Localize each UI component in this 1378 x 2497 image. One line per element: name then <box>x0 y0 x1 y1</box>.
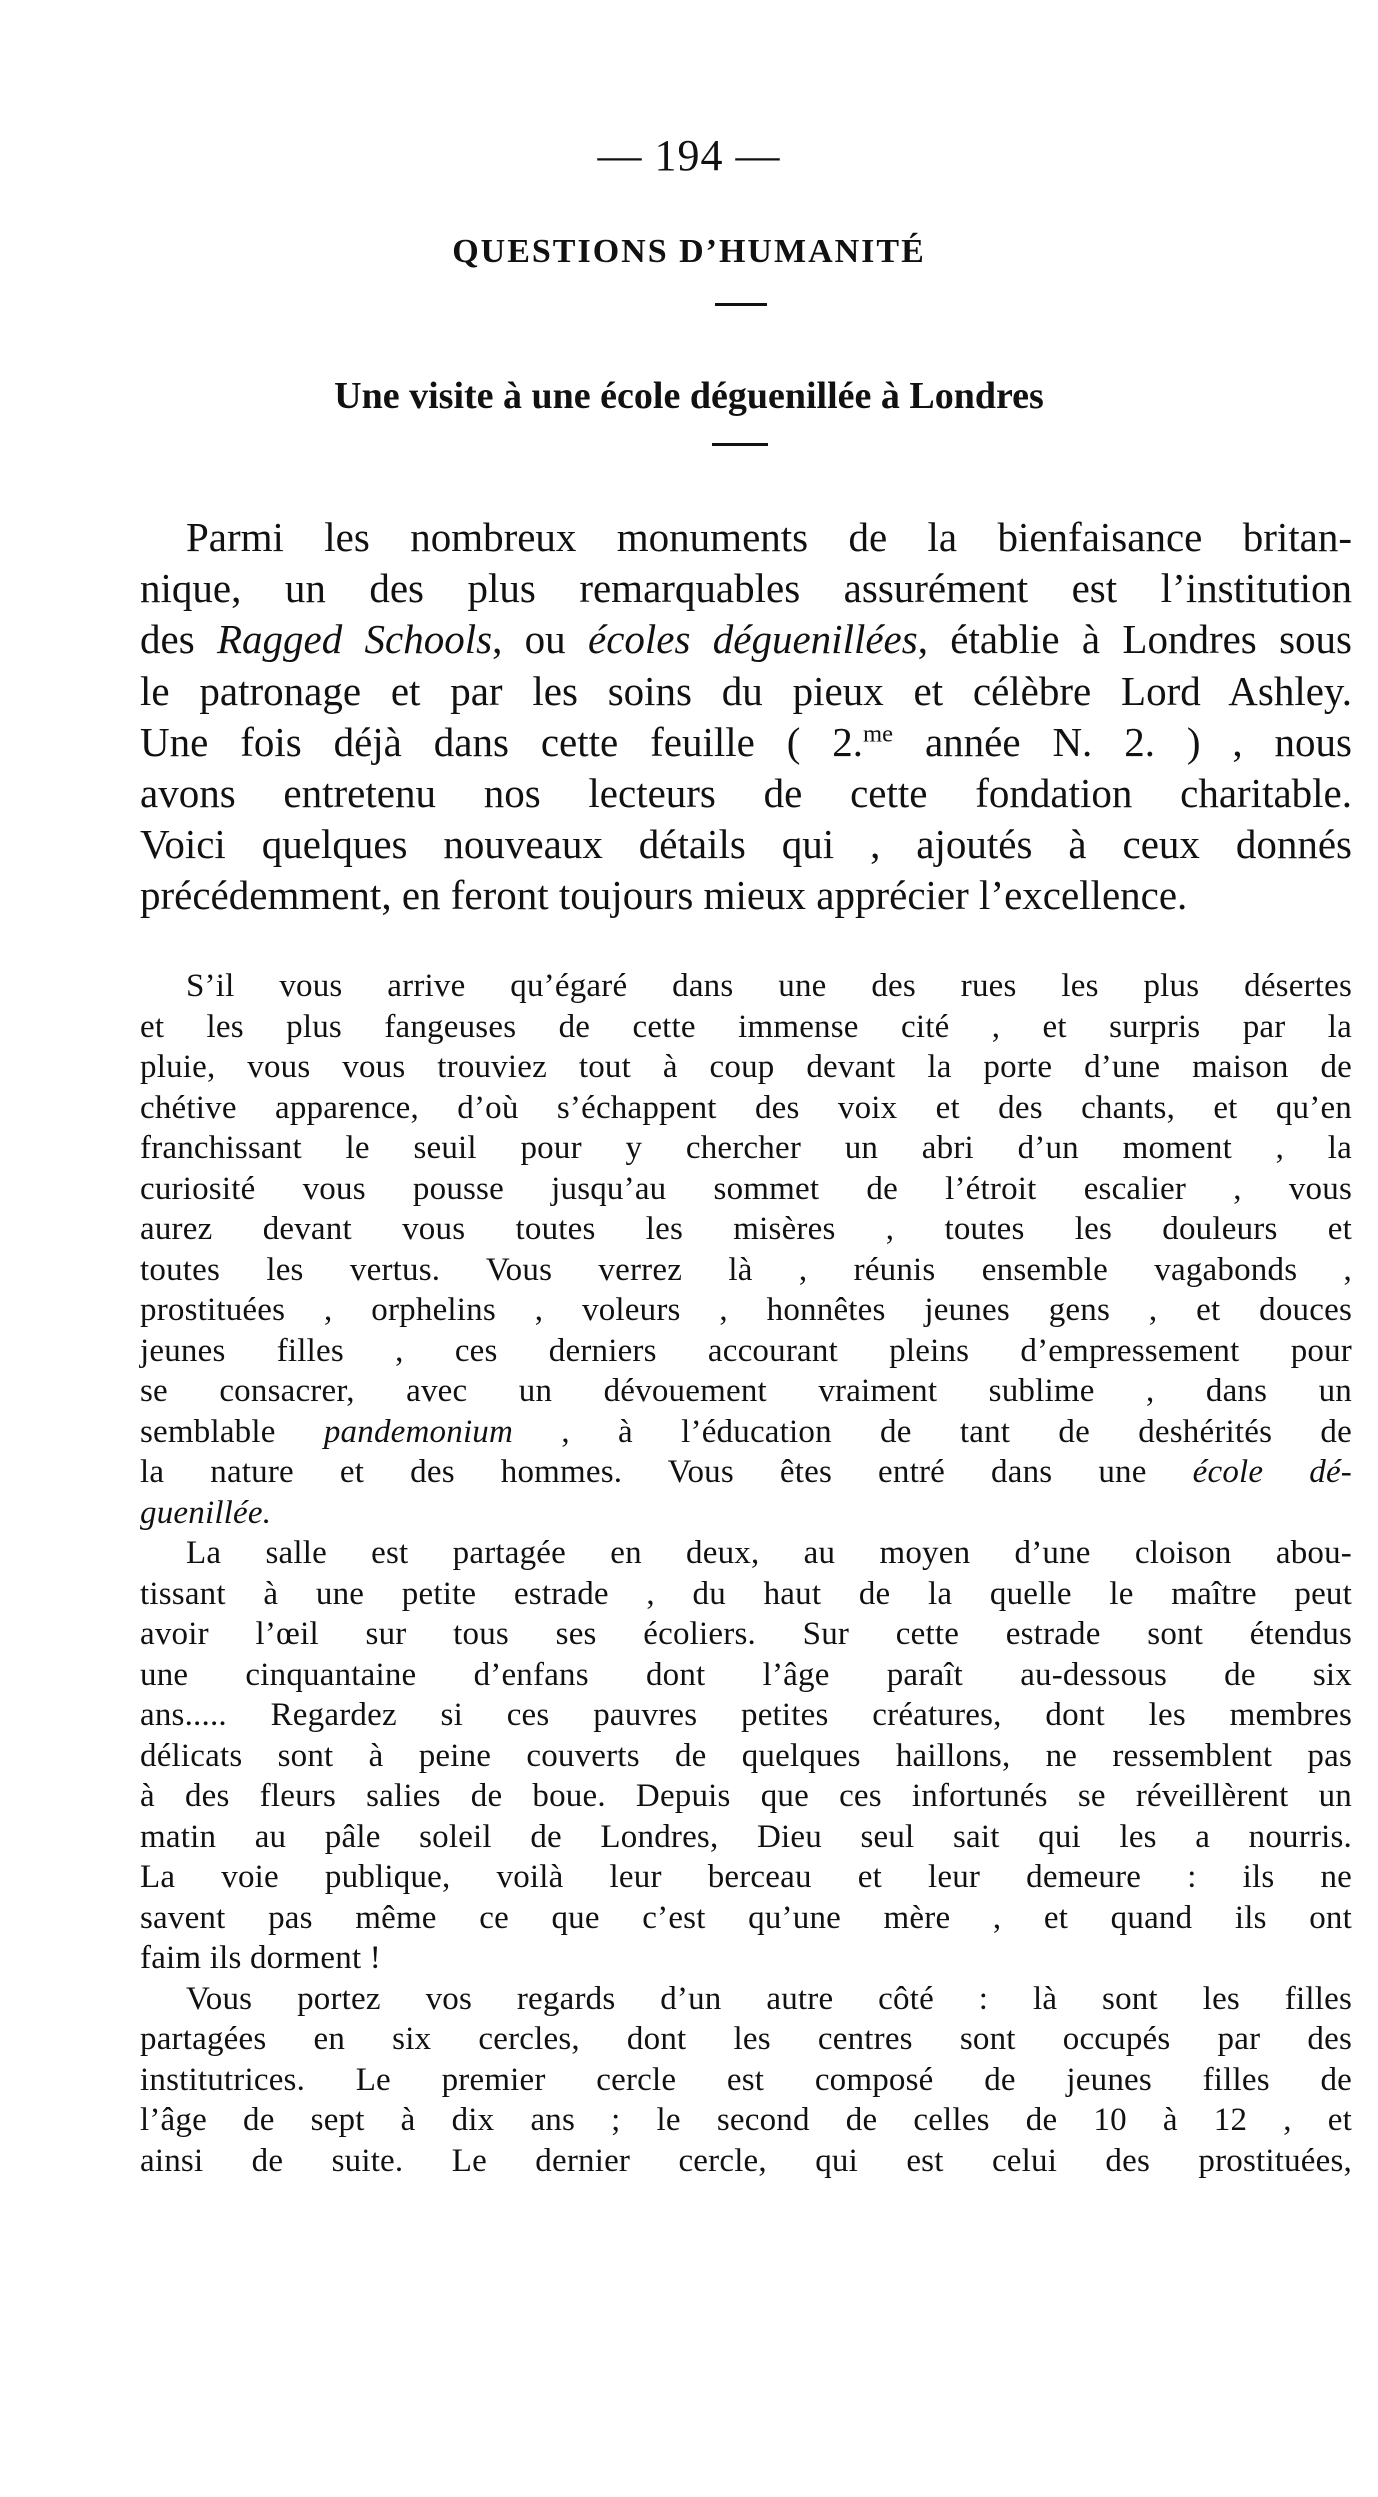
text-line: une cinquantaine d’enfans dont l’âge paraît au-dessous de six <box>140 1656 1352 1693</box>
text-run: , ou <box>492 616 589 663</box>
text-line <box>140 1412 1352 1453</box>
text-line: Voici quelques nouveaux détails qui , ajoutés à ceux donnés <box>140 821 1352 868</box>
text-line: ans..... Regardez si ces pauvres petites créatures, dont les membres <box>140 1697 1352 1733</box>
text-line: faim ils dorment ! <box>140 1940 381 1976</box>
text-line: prostituées , orphelins , voleurs , honnêtes jeunes gens , et douces <box>140 1292 1352 1328</box>
text-line <box>140 614 1352 665</box>
text-run: , à l’éducation de tant de deshérités de <box>513 1413 1352 1450</box>
italic-term: Ragged Schools <box>216 616 493 663</box>
title-divider-top <box>715 303 767 306</box>
text-line: avoir l’œil sur tous ses écoliers. Sur cette estrade sont étendus <box>140 1616 1352 1652</box>
text-run: semblable <box>140 1413 324 1450</box>
text-line: matin au pâle soleil de Londres, Dieu seul sait qui les a nourris. <box>140 1818 1352 1855</box>
text-run: , établie à Londres sous <box>917 616 1352 663</box>
text-run: la nature et des hommes. Vous êtes entré dans une <box>140 1454 1193 1490</box>
text-run: des <box>140 616 217 663</box>
text-line: Parmi les nombreux monuments de la bienfaisance britan- <box>186 514 1352 560</box>
text-line: délicats sont à peine couverts de quelques haillons, ne ressemblent pas <box>140 1737 1352 1774</box>
superscript: me <box>863 720 894 748</box>
text-line: aurez devant vous toutes les misères , toutes les douleurs et <box>140 1211 1352 1247</box>
text-line: La voie publique, voilà leur berceau et leur demeure : ils ne <box>140 1859 1352 1895</box>
text-line: institutrices. Le premier cercle est composé de jeunes filles de <box>140 2061 1352 2098</box>
text-line: pluie, vous vous trouviez tout à coup devant la porte d’une maison de <box>140 1049 1352 1085</box>
text-line: ainsi de suite. Le dernier cercle, qui est celui des prostituées, <box>140 2142 1352 2179</box>
text-line: l’âge de sept à dix ans ; le second de celles de 10 à 12 , et <box>140 2102 1352 2138</box>
intro-paragraph <box>140 512 1352 922</box>
text-line: se consacrer, avec un dévouement vraiment sublime , dans un <box>140 1373 1352 1409</box>
section-title: QUESTIONS D’HUMANITÉ <box>452 233 926 270</box>
text-line: Vous portez vos regards d’un autre côté : là sont les filles <box>186 1980 1352 2017</box>
text-line: à des fleurs salies de boue. Depuis que ces infortunés se réveillèrent un <box>140 1778 1352 1814</box>
text-line: partagées en six cercles, dont les centres sont occupés par des <box>140 2021 1352 2057</box>
text-line: toutes les vertus. Vous verrez là , réunis ensemble vagabonds , <box>140 1251 1352 1288</box>
text-line: et les plus fangeuses de cette immense cité , et surpris par la <box>140 1008 1352 1045</box>
text-line: précédemment, en feront toujours mieux apprécier l’excellence. <box>140 872 1188 919</box>
text-line: le patronage et par les soins du pieux et célèbre Lord Ashley. <box>140 667 1352 714</box>
text-line: S’il vous arrive qu’égaré dans une des rues les plus désertes <box>186 968 1352 1004</box>
body-text <box>140 966 1352 2181</box>
italic-term: pandemonium <box>323 1413 514 1450</box>
text-line: jeunes filles , ces derniers accourant pleins d’empressement pour <box>140 1332 1352 1369</box>
article-title: Une visite à une école déguenillée à Londres <box>334 375 1044 417</box>
italic-term: écoles déguenillées <box>588 616 918 663</box>
page-number: — 194 — <box>597 131 781 180</box>
text-line: savent pas même ce que c’est qu’une mère , et quand ils ont <box>140 1899 1352 1936</box>
text-line <box>140 717 1352 768</box>
text-line: avons entretenu nos lecteurs de cette fondation charitable. <box>140 770 1352 817</box>
italic-term: école dé- <box>1192 1454 1352 1490</box>
text-line: chétive apparence, d’où s’échappent des voix et des chants, et qu’en <box>140 1089 1352 1126</box>
text-line: La salle est partagée en deux, au moyen d’une cloison abou- <box>186 1535 1352 1571</box>
title-divider-bottom <box>712 443 768 446</box>
text-line: guenillée. <box>140 1494 272 1531</box>
text-line: tissant à une petite estrade , du haut de la quelle le maître peut <box>140 1575 1352 1612</box>
text-line: franchissant le seuil pour y chercher un abri d’un moment , la <box>140 1130 1352 1166</box>
text-line: nique, un des plus remarquables assurément est l’institution <box>140 565 1352 612</box>
text-line <box>140 1452 1352 1493</box>
text-line: curiosité vous pousse jusqu’au sommet de l’étroit escalier , vous <box>140 1170 1352 1207</box>
text-run: année N. 2. ) , nous <box>893 718 1352 765</box>
text-run: Une fois déjà dans cette feuille ( 2. <box>140 718 864 765</box>
